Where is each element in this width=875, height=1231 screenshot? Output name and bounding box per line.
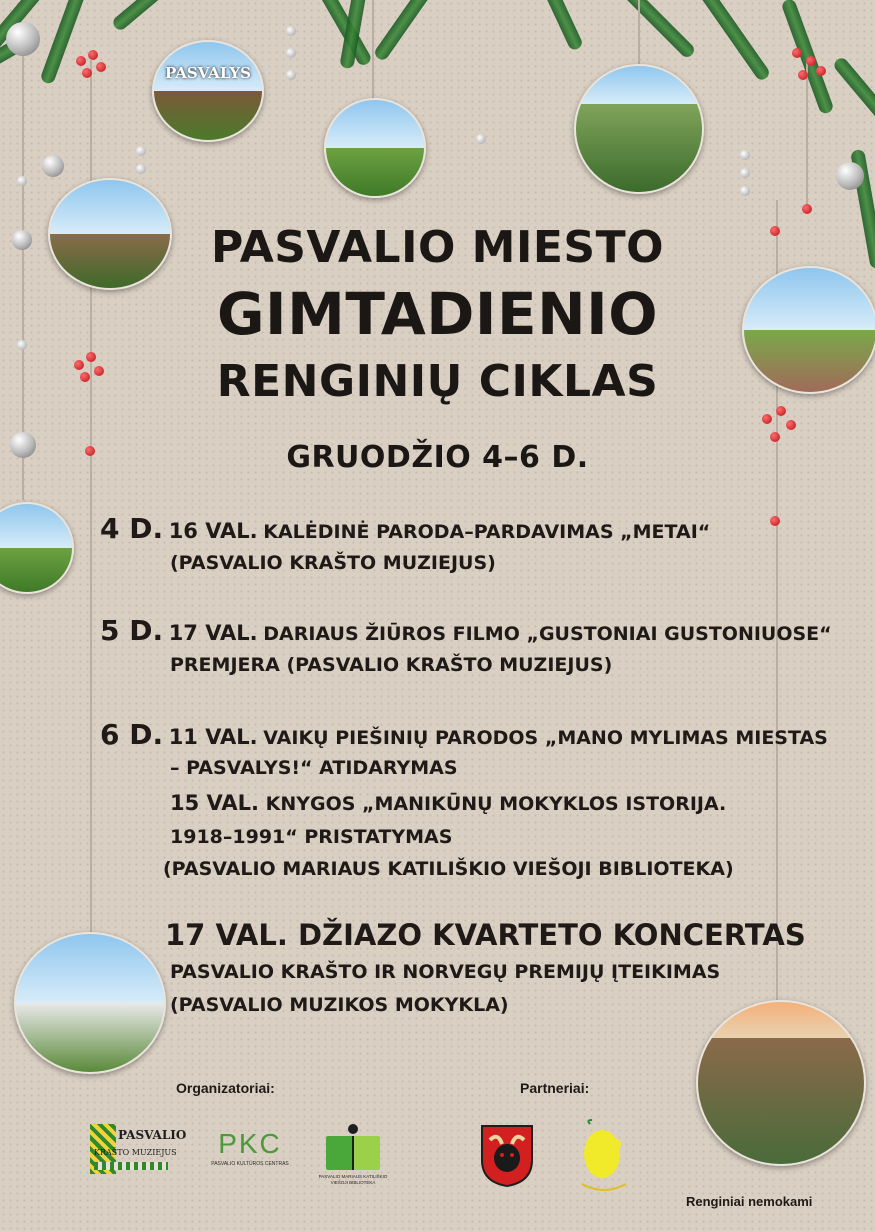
ornament-photo-aerial-sunset [696, 1000, 866, 1166]
event-time: 17 VAL. [168, 621, 258, 645]
event-description-continued: – PASVALYS!“ ATIDARYMAS [170, 757, 458, 779]
event-description-continued: PASVALIO KRAŠTO IR NORVEGŲ PREMIJŲ ĮTEIKIMAS [170, 961, 721, 983]
event-time: 15 VAL. [170, 791, 259, 815]
event-place: (PASVALIO MARIAUS KATILIŠKIO VIEŠOJI BIBLIOTEKA) [163, 858, 734, 880]
logo-pasvalio-kulturos-centras [208, 1128, 292, 1172]
coat-of-arms-icon [480, 1124, 534, 1188]
berry-decoration [786, 420, 796, 430]
logo-title: PASVALIO [118, 1128, 187, 1142]
ornament-photo-square [0, 502, 74, 594]
logo-pkc-text: PKC [218, 1128, 282, 1159]
event-time: 17 VAL. [165, 918, 288, 952]
ornament-photo-town-aerial [574, 64, 704, 194]
logo-pasvalio-krasto-muziejus [90, 1124, 187, 1174]
bead-decoration [286, 70, 296, 80]
title-line-2: GIMTADIENIO [216, 280, 659, 348]
partners-label: Partneriai: [520, 1080, 590, 1096]
logo-pasvalio-biblioteka [320, 1124, 386, 1194]
day-label: 4 D. [100, 512, 164, 545]
event-description: VAIKŲ PIEŠINIŲ PARODOS „MANO MYLIMAS MIESTAS [263, 727, 828, 749]
silver-ball-decoration [6, 22, 40, 56]
event-place: (PASVALIO KRAŠTO MUZIEJUS) [170, 552, 496, 574]
organizers-label: Organizatoriai: [176, 1080, 275, 1096]
berry-decoration [770, 516, 780, 526]
bead-decoration [476, 134, 486, 144]
ornament-photo-sculptures [324, 98, 426, 198]
event-time: 11 VAL. [168, 725, 258, 749]
berry-decoration [792, 48, 802, 58]
event-dates: GRUODŽIO 4–6 D. [286, 440, 589, 475]
person-icon [348, 1124, 358, 1134]
title-line-3: RENGINIŲ CIKLAS [216, 356, 659, 407]
bead-decoration [286, 48, 296, 58]
berry-decoration [82, 68, 92, 78]
event-day-5 [100, 614, 832, 647]
bead-decoration [740, 186, 750, 196]
event-place: (PASVALIO MUZIKOS MOKYKLA) [170, 994, 509, 1016]
berry-decoration [762, 414, 772, 424]
coat-of-arms-shield-icon [480, 1124, 534, 1188]
berry-decoration [776, 406, 786, 416]
berry-decoration [816, 66, 826, 76]
logo-pkc-subtitle: PASVALIO KULTŪROS CENTRAS [211, 1161, 289, 1167]
day-label: 6 D. [100, 718, 164, 751]
event-description: DARIAUS ŽIŪROS FILMO „GUSTONIAI GUSTONIUOSE“ [263, 623, 832, 645]
berry-decoration [88, 50, 98, 60]
berry-decoration [798, 70, 808, 80]
bead-decoration [136, 164, 146, 174]
pasvalys-sign-text: PASVALYS [165, 64, 251, 82]
event-time-2-row [170, 791, 726, 815]
hanging-string [806, 60, 808, 210]
event-time-3-row [165, 918, 806, 952]
event-description: KNYGOS „MANIKŪNŲ MOKYKLOS ISTORIJA. [265, 793, 727, 815]
ornament-photo-church [14, 932, 166, 1074]
bird-partner-icon [576, 1118, 632, 1198]
yellow-bird-icon [576, 1118, 632, 1198]
hanging-string [638, 0, 640, 70]
bead-decoration [740, 168, 750, 178]
library-logo-subtitle: PASVALIO MARIAUS KATILIŠKIO VIEŠOJI BIBLIOTEKA [318, 1174, 388, 1185]
bead-decoration [286, 26, 296, 36]
bead-decoration [740, 150, 750, 160]
event-description-continued: 1918–1991“ PRISTATYMAS [170, 826, 453, 848]
hanging-string [372, 0, 374, 100]
logo-subtitle: KRAŠTO MUZIEJUS [94, 1148, 177, 1157]
berry-decoration [802, 204, 812, 214]
berry-decoration [76, 56, 86, 66]
silver-ball-decoration [836, 162, 864, 190]
berry-decoration [96, 62, 106, 72]
event-description: DŽIAZO KVARTETO KONCERTAS [297, 918, 806, 952]
berry-decoration [806, 56, 816, 66]
bead-decoration [136, 146, 146, 156]
logo-stripe [94, 1162, 168, 1170]
event-day-6 [100, 718, 828, 751]
day-label: 5 D. [100, 614, 164, 647]
silver-ball-decoration [42, 155, 64, 177]
event-description: KALĖDINĖ PARODA–PARDAVIMAS „METAI“ [263, 521, 711, 543]
event-description-continued: PREMJERA (PASVALIO KRAŠTO MUZIEJUS) [170, 654, 613, 676]
bead-decoration [17, 176, 27, 186]
ornament-photo-pasvalys-sign [152, 40, 264, 142]
title-line-1: PASVALIO MIESTO [210, 222, 665, 273]
event-day-4 [100, 512, 710, 545]
event-time: 16 VAL. [168, 519, 258, 543]
free-events-note: Renginiai nemokami [686, 1194, 813, 1209]
book-icon [326, 1136, 380, 1170]
